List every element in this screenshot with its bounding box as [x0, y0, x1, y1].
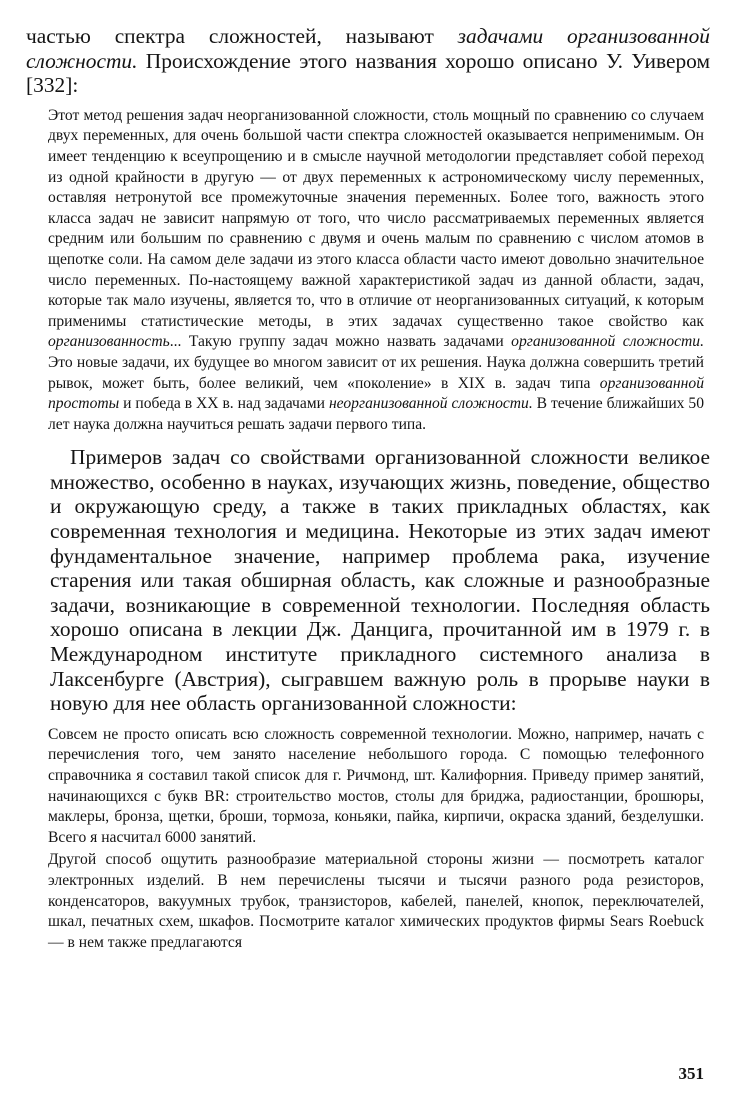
text-run: ... Такую группу задач можно назвать задачами [169, 333, 512, 351]
emphasis-term: организованность [48, 333, 170, 351]
text-run: Это новые задачи, их будущее во многом зависит от их решения. Наука должна совершить третий рывок, может быть, более великий, чем «поколение» в XIX в. задач типа [48, 353, 704, 392]
emphasis-term: неорганизованной сложности. [328, 395, 533, 413]
emphasis-term: организованной сложности. [511, 333, 705, 351]
quote-dantzig [26, 725, 710, 954]
quote-weaver [26, 106, 710, 436]
quote-paragraph [48, 106, 704, 436]
paragraph-intro [26, 24, 710, 98]
text-run: Этот метод решения задач неорганизованной сложности, столь мощный по сравнению со случаем двух переменных, для очень большой части спектра сложностей оказывается неприменимым. Он имеет тенденцию к всеупрощению и в смысле научной методологии представляет собой переход из одной крайности в другую — от двух переменных к астрономическому числу переменных, оставляя нетронутой все промежуточные значения переменных. Более того, важность этого класса задач не зависит напрямую от того, что число рассматриваемых переменных является средним или большим по сравнению с двумя и очень малым по сравнению с числом атомов в щепотке соли. На самом деле задачи из этого класса области часто имеют довольно значительное число переменных. По-настоящему важной характеристикой задач из данной области, задач, которые так мало изучены, является то, что в отличие от неорганизованных ситуаций, к которым применимы статистические методы, в этих задачах существенно такое свойство как [48, 106, 704, 330]
page-number: 351 [678, 1064, 704, 1083]
emphasis-term: организованной простоты [48, 374, 704, 413]
quote-paragraph: Другой способ ощутить разнообразие материальной стороны жизни — посмотреть каталог электронных изделий. В нем перечислены тысячи и тысячи разного рода резисторов, конденсаторов, вакуумных трубок, транзисторов, кабелей, панелей, кнопок, переключателей, шкал, печатных схем, шкафов. Посмотрите каталог химических продуктов фирмы Sears Roebuck — в нем также предлагаются [48, 851, 704, 951]
page-body [26, 24, 710, 953]
text-run: Происхождение этого названия хорошо описано У. Уивером [332]: [26, 48, 710, 98]
quote-paragraph: Совсем не просто описать всю сложность современной технологии. Можно, например, начать с перечисления того, чем занято население небольшого города. С помощью телефонного справочника я составил такой список для г. Ричмонд, шт. Калифорния. Приведу пример занятий, начинающихся с букв BR: строительство мостов, столы для бриджа, радиостанции, брошюры, маклеры, бронза, щетки, броши, тормоза, коньяки, пайка, кирпичи, окраска зданий, безделушки. Всего я насчитал 6000 занятий. [48, 725, 704, 846]
emphasis-term: задачами организованной сложности. [26, 24, 710, 73]
paragraph-examples: Примеров задач со свойствами организованной сложности великое множество, особенно в науках, изучающих жизнь, поведение, общество и окружающую среду, а также в таких прикладных областях, как современная технология и медицина. Некоторые из этих задач имеют фундаментальное значение, например проблема рака, изучение старения или такая обширная область, как сложные и разнообразные задачи, возникающие в современной технологии. Последняя область хорошо описана в лекции Дж. Данцига, прочитанной им в 1979 г. в Международном институте прикладного системного анализа в Лаксенбурге (Австрия), сыгравшем важную роль в прорыве науки в новую для нее область организованной сложности: [50, 445, 710, 716]
text-run: В течение ближайших 50 лет наука должна научиться решать задачи первого типа. [48, 395, 704, 433]
text-run: частью спектра сложностей, называют [26, 24, 458, 48]
text-run: и победа в XX в. над задачами [119, 395, 329, 413]
